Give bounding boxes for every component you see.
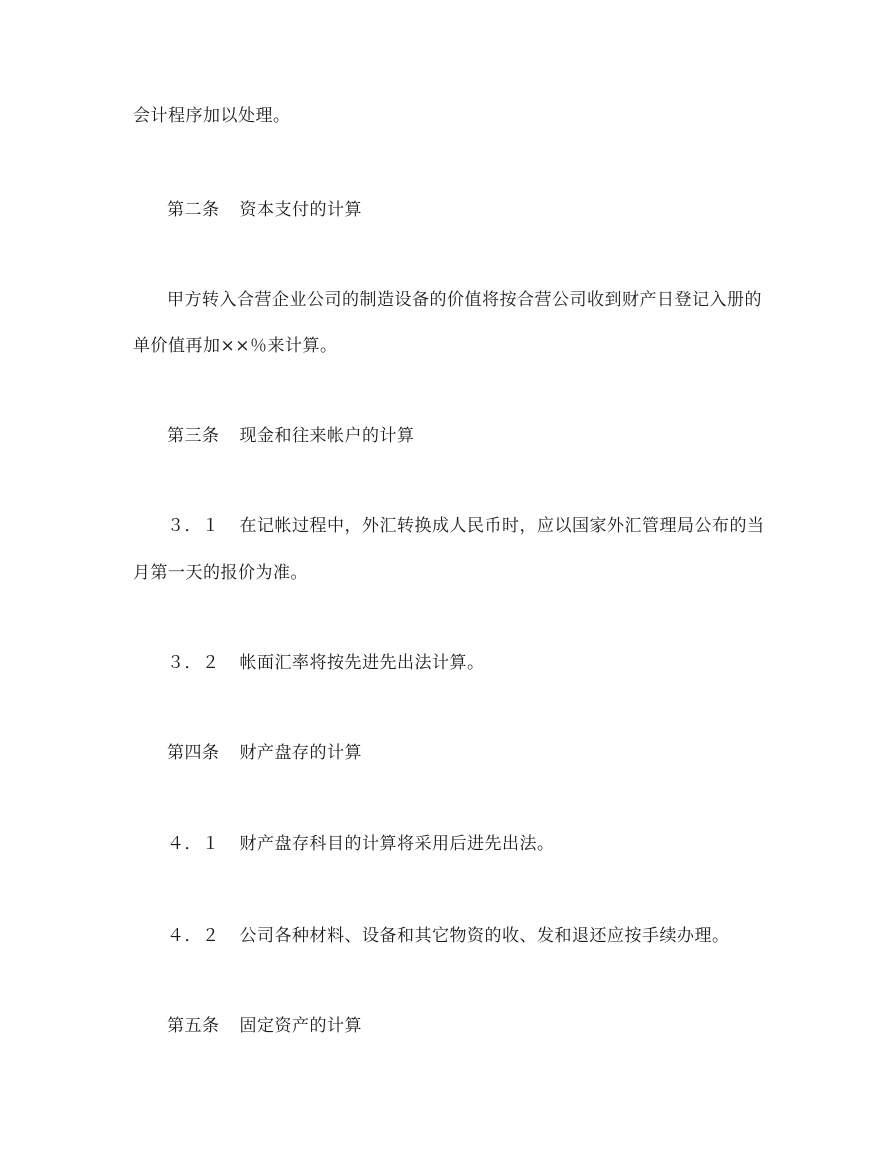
article-heading-4 (167, 741, 362, 765)
paragraph-line (167, 288, 762, 312)
article-heading-3 (167, 424, 415, 448)
paragraph-line (133, 334, 338, 358)
paragraph-text: 甲方转入合营企业公司的制造设备的价值将按合营公司收到财产日登记入册的 (167, 290, 762, 310)
clause-text: 公司各种材料、设备和其它物资的收、发和退还应按手续办理。 (239, 926, 730, 946)
clause-4-1 (167, 832, 555, 856)
paragraph-text: 单价值再加××％来计算。 (133, 336, 338, 356)
clause-text: 帐面汇率将按先进先出法计算。 (239, 653, 485, 673)
article-title: 财产盘存的计算 (239, 743, 362, 763)
clause-number: ３．２ (167, 653, 220, 673)
article-number: 第三条 (167, 426, 220, 446)
article-title: 资本支付的计算 (239, 200, 362, 220)
paragraph-line (133, 561, 308, 585)
article-number: 第四条 (167, 743, 220, 763)
paragraph-text: 会计程序加以处理。 (133, 106, 291, 126)
article-heading-5 (167, 1014, 362, 1038)
article-number: 第二条 (167, 200, 220, 220)
paragraph-continuation (133, 104, 291, 128)
clause-4-2 (167, 924, 730, 948)
clause-text: 在记帐过程中，外汇转换成人民币时，应以国家外汇管理局公布的当 (239, 516, 765, 536)
article-number: 第五条 (167, 1016, 220, 1036)
article-title: 现金和往来帐户的计算 (239, 426, 415, 446)
article-heading-2 (167, 198, 362, 222)
paragraph-text: 月第一天的报价为准。 (133, 563, 308, 583)
clause-3-2 (167, 651, 485, 675)
clause-number: ４．２ (167, 926, 220, 946)
article-title: 固定资产的计算 (239, 1016, 362, 1036)
clause-number: ３．１ (167, 516, 220, 536)
clause-number: ４．１ (167, 834, 220, 854)
clause-3-1 (167, 514, 765, 538)
clause-text: 财产盘存科目的计算将采用后进先出法。 (239, 834, 555, 854)
